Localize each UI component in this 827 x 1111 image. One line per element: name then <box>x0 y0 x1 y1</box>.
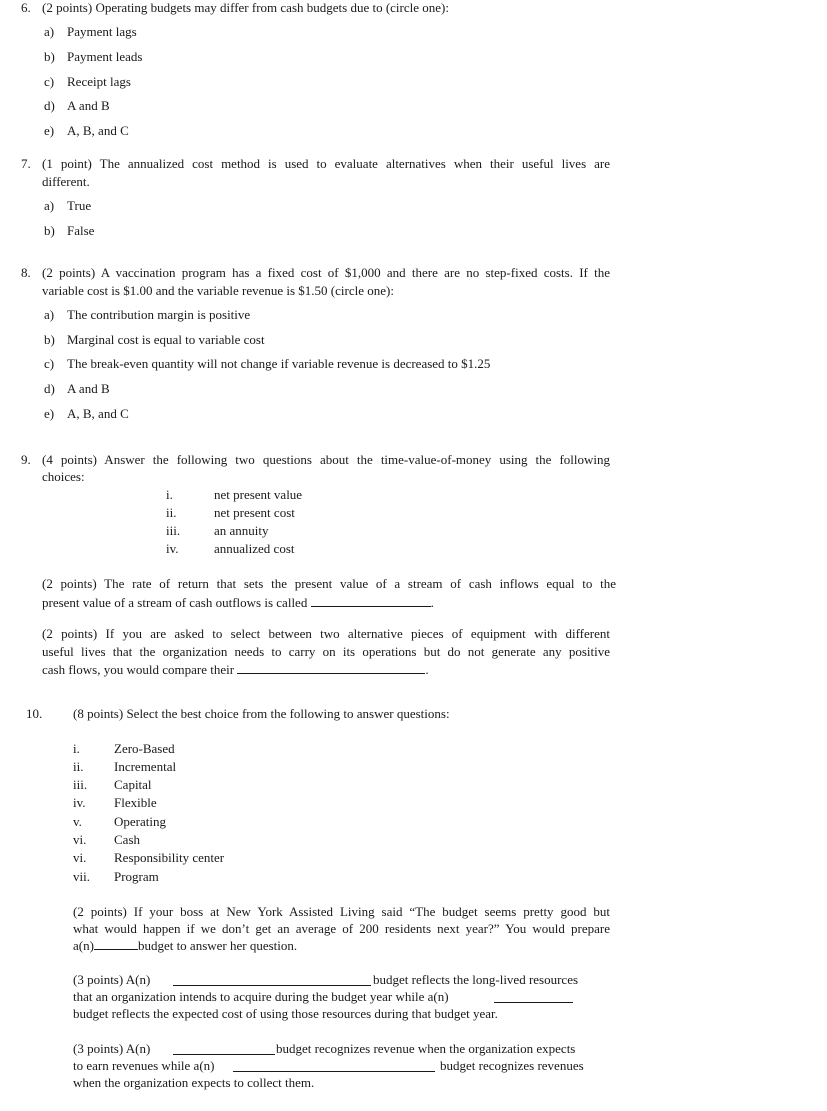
q8-option-c[interactable]: The break-even quantity will not change if variable revenue is decreased to $1.25 <box>67 356 491 371</box>
q9-part2-answer-blank[interactable] <box>237 661 425 674</box>
q10-choice-2-numeral: ii. <box>73 759 84 774</box>
q6-option-e-letter: e) <box>44 123 55 138</box>
q8-option-b[interactable]: Marginal cost is equal to variable cost <box>67 332 265 347</box>
q10-p1-line1: (2 points) If your boss at New York Assisted Living said “The budget seems pretty good but <box>73 904 610 919</box>
q9-choice-i: net present value <box>214 487 303 502</box>
q10-p3-line2a: to earn revenues while a(n) <box>73 1058 215 1073</box>
q10-p2-answer-blank-2[interactable] <box>494 990 573 1003</box>
q10-p3-line1a: (3 points) A(n) <box>73 1041 151 1056</box>
q8-option-d[interactable]: A and B <box>67 381 110 396</box>
q6-option-e[interactable]: A, B, and C <box>67 123 129 138</box>
q8-option-b-letter: b) <box>44 332 55 347</box>
q10-choice-1: Zero-Based <box>114 741 175 756</box>
q10-number: 10. <box>26 706 43 721</box>
q8-option-a[interactable]: The contribution margin is positive <box>67 307 251 322</box>
q10-p3-answer-blank-1[interactable] <box>173 1042 275 1055</box>
q10-p2-line2: that an organization intends to acquire during the budget year while a(n) <box>73 989 449 1004</box>
q8-number: 8. <box>21 265 31 280</box>
q7-stem-line1: (1 point) The annualized cost method is used to evaluate alternatives when their useful lives are <box>42 156 610 171</box>
q9-part2-line1: (2 points) If you are asked to select between two alternative pieces of equipment with different <box>42 626 610 641</box>
q10-choice-7: Responsibility center <box>114 850 225 865</box>
q9-part1-text: present value of a stream of cash outflows is called <box>42 595 308 610</box>
q9-part2-line2: useful lives that the organization needs to carry on its operations but do not generate any positive <box>42 644 610 659</box>
q9-stem-line1: (4 points) Answer the following two questions about the time-value-of-money using the following <box>42 452 610 467</box>
q9-choice-ii-numeral: ii. <box>166 505 177 520</box>
q7-stem-line2: different. <box>42 174 90 189</box>
q8-option-e[interactable]: A, B, and C <box>67 406 129 421</box>
q9-part1-end: . <box>430 595 434 610</box>
q8-stem-line2: variable cost is $1.00 and the variable revenue is $1.50 (circle one): <box>42 283 394 298</box>
q9-choice-iii-numeral: iii. <box>166 523 181 538</box>
q9-choice-iv-numeral: iv. <box>166 541 179 556</box>
q6-option-c[interactable]: Receipt lags <box>67 74 131 89</box>
q10-p3-line2b: budget recognizes revenues <box>440 1058 584 1073</box>
q9-part2-line3 <box>42 661 429 678</box>
q10-p1-prefix: a(n) <box>73 938 94 953</box>
q6-stem: (2 points) Operating budgets may differ from cash budgets due to (circle one): <box>42 0 449 15</box>
q10-p1-answer-blank[interactable] <box>94 937 138 950</box>
q6-option-b[interactable]: Payment leads <box>67 49 143 64</box>
q6-option-a-letter: a) <box>44 24 55 39</box>
q10-p1-suffix: budget to answer her question. <box>137 938 298 953</box>
q10-choice-8: Program <box>114 869 159 884</box>
q10-choice-1-numeral: i. <box>73 741 80 756</box>
q8-option-d-letter: d) <box>44 381 55 396</box>
q8-option-a-letter: a) <box>44 307 55 322</box>
q6-option-a[interactable]: Payment lags <box>67 24 137 39</box>
q9-part2-end: . <box>425 662 429 677</box>
q10-p1-line2: what would happen if we don’t get an average of 200 residents next year?” You would prepare <box>73 921 610 936</box>
q9-choice-iii: an annuity <box>214 523 269 538</box>
q10-p1-line3 <box>73 937 297 954</box>
q10-choice-8-numeral: vii. <box>73 869 90 884</box>
q10-choice-7-numeral: vi. <box>73 850 87 865</box>
q10-choice-5: Operating <box>114 814 166 829</box>
q10-choice-3-numeral: iii. <box>73 777 88 792</box>
q10-p2-answer-blank-1[interactable] <box>173 973 371 986</box>
q10-choice-6: Cash <box>114 832 140 847</box>
q9-stem-line2: choices: <box>42 469 85 484</box>
q10-p2-line1a: (3 points) A(n) <box>73 972 151 987</box>
q9-choice-ii: net present cost <box>214 505 295 520</box>
q9-part1-line2 <box>42 594 434 611</box>
q10-choice-6-numeral: vi. <box>73 832 87 847</box>
q10-stem: (8 points) Select the best choice from the following to answer questions: <box>73 706 450 721</box>
q10-p2-line3: budget reflects the expected cost of using those resources during that budget year. <box>73 1006 498 1021</box>
q9-choice-iv: annualized cost <box>214 541 295 556</box>
q8-option-e-letter: e) <box>44 406 55 421</box>
q7-number: 7. <box>21 156 31 171</box>
q9-part2-text: cash flows, you would compare their <box>42 662 235 677</box>
q8-option-c-letter: c) <box>44 356 55 371</box>
q10-p3-line3: when the organization expects to collect them. <box>73 1075 315 1090</box>
q6-option-b-letter: b) <box>44 49 55 64</box>
q7-option-b[interactable]: False <box>67 223 95 238</box>
q6-option-d[interactable]: A and B <box>67 98 110 113</box>
q10-p3-answer-blank-2[interactable] <box>233 1059 435 1072</box>
q10-choice-3: Capital <box>114 777 152 792</box>
q10-choice-4-numeral: iv. <box>73 795 86 810</box>
q6-option-d-letter: d) <box>44 98 55 113</box>
q9-part1-answer-blank[interactable] <box>311 594 431 607</box>
q7-option-b-letter: b) <box>44 223 55 238</box>
q10-p2-line1b: budget reflects the long-lived resources <box>373 972 579 987</box>
q10-p3-line1b: budget recognizes revenue when the organization expects <box>276 1041 576 1056</box>
q9-number: 9. <box>21 452 31 467</box>
q6-option-c-letter: c) <box>44 74 55 89</box>
q9-choice-i-numeral: i. <box>166 487 173 502</box>
q7-option-a-letter: a) <box>44 198 55 213</box>
q10-choice-2: Incremental <box>114 759 177 774</box>
q9-part1-line1: (2 points) The rate of return that sets the present value of a stream of cash inflows equal to the <box>42 576 616 591</box>
q6-number: 6. <box>21 0 31 15</box>
q10-choice-5-numeral: v. <box>73 814 82 829</box>
q10-choice-4: Flexible <box>114 795 157 810</box>
q7-option-a[interactable]: True <box>67 198 92 213</box>
q8-stem-line1: (2 points) A vaccination program has a fixed cost of $1,000 and there are no step-fixed costs. If the <box>42 265 610 280</box>
